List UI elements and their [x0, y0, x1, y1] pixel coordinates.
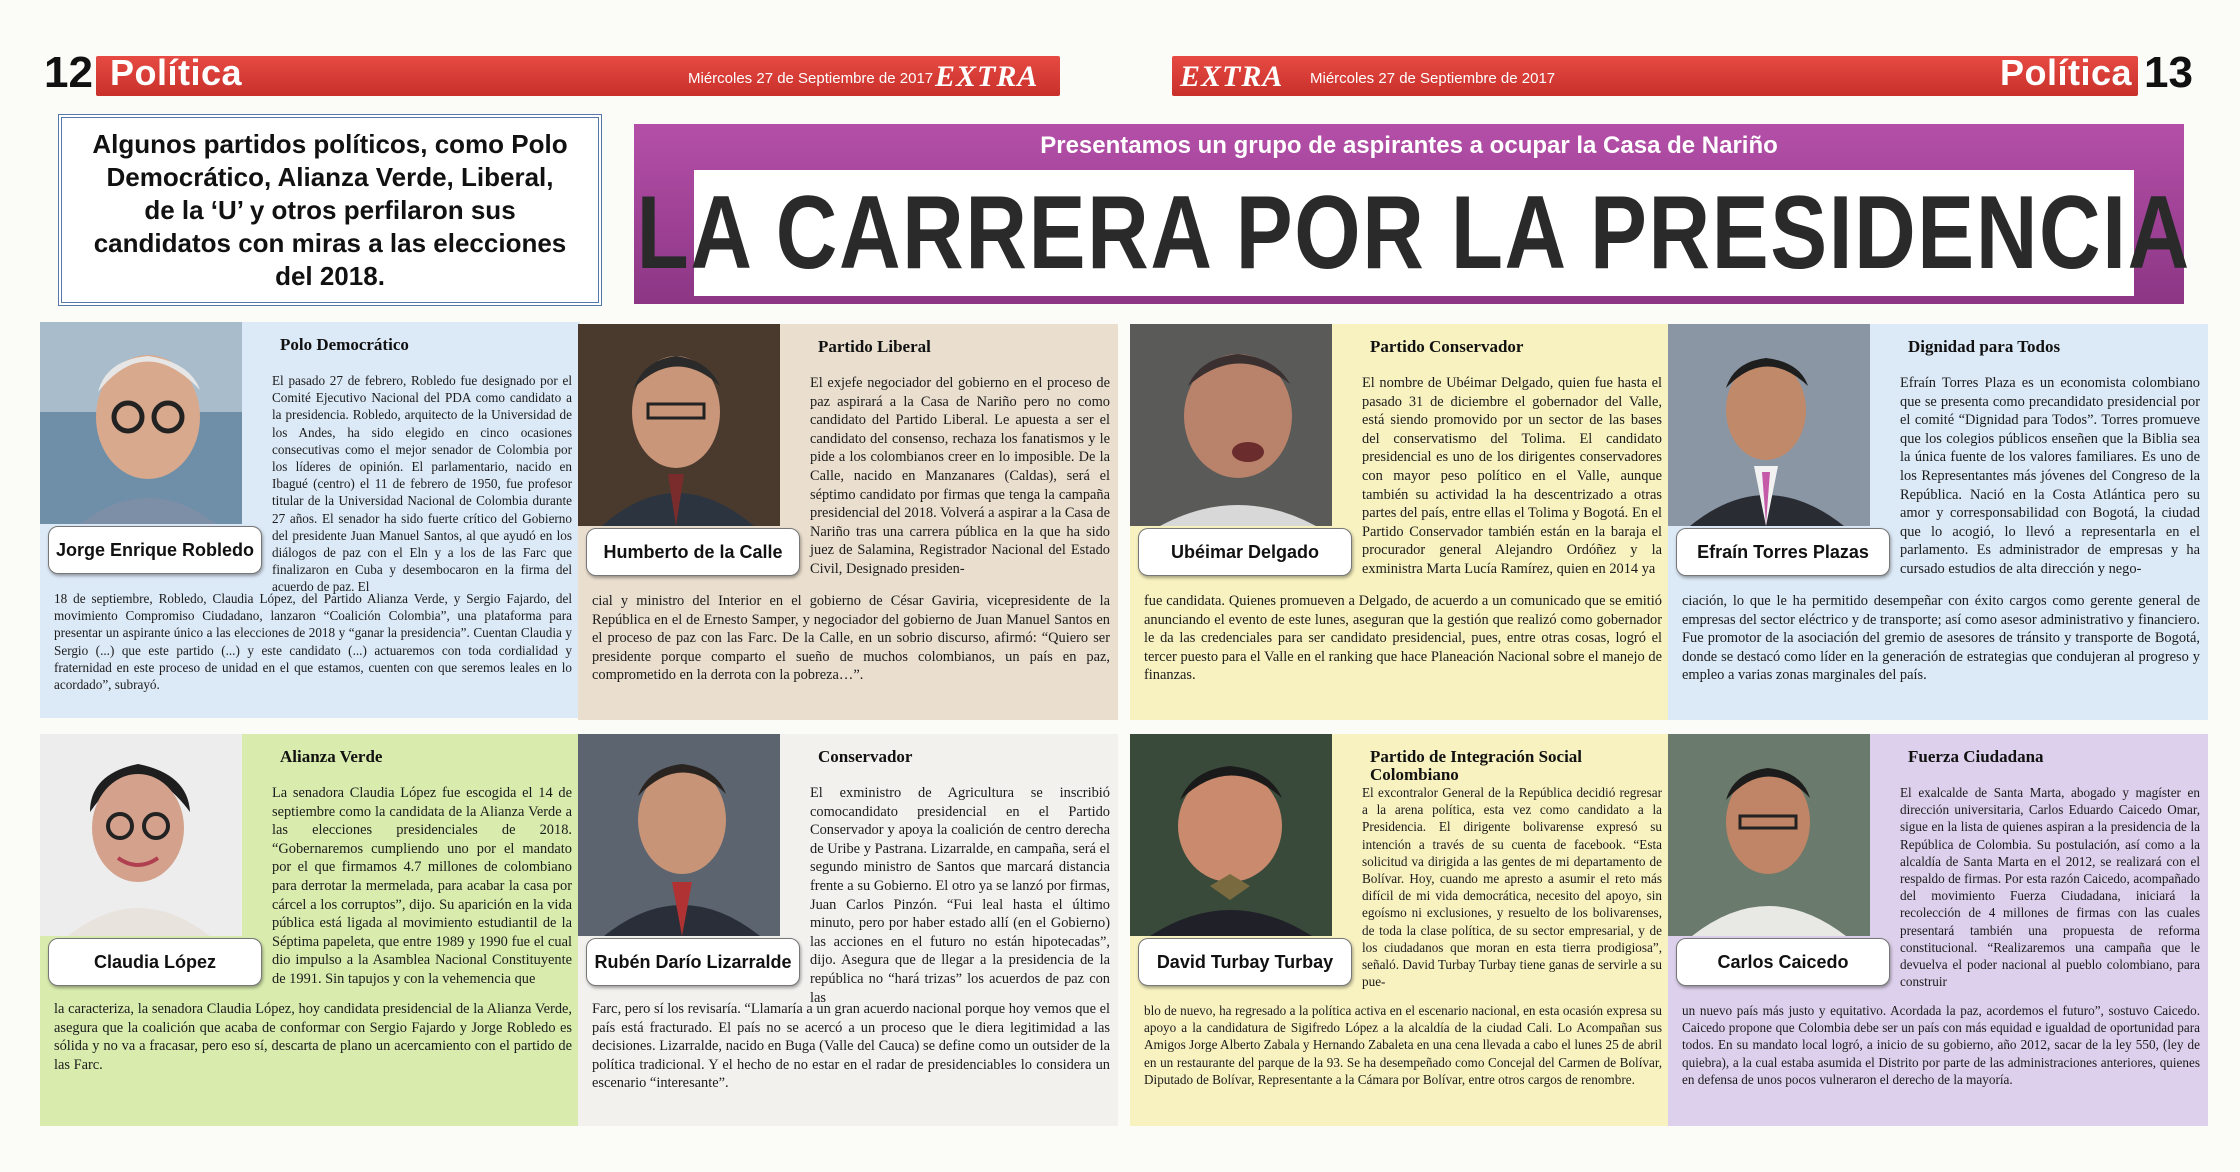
candidate-party: Alianza Verde	[280, 747, 383, 766]
section-label-left: Política	[110, 52, 243, 93]
candidate-bio-top: El exjefe negociador del gobierno en el proceso de paz aspirará a la Casa de Nariño pero no como candidato del Partido Liberal. Le apuesta a ser el candidato del consenso, rechaza los fanatismos y le pide a los colombianos creer en lo imposible. De la Calle, nacido en Manzanares (Caldas), será el séptimo candidato por firmas que tenga la campaña presidencial del 2018. Volverá a aspirar a la Casa de Nariño tras una carrera pública en la que ha sido juez de Salamina, Registrador Nacional del Estado Civil, Designado presiden-	[810, 375, 1110, 577]
candidate-bio-bottom: fue candidata. Quienes promueven a Delgado, de acuerdo a un comunicado que se emitió anunciando el evento de este lunes, aseguran que la gestión que realizó como gobernador le da las credenciales para ser candidato presidencial, pues, entre otras cosas, logró el tercer puesto para el Valle en el ranking que hace Planeación Nacional sobre el manejo de finanzas.	[1144, 593, 1662, 684]
headline-banner	[634, 124, 2192, 304]
candidate-photo	[1130, 324, 1332, 526]
candidate-photo	[40, 734, 242, 936]
candidate-photo	[40, 322, 242, 524]
issue-date-right: Miércoles 27 de Septiembre de 2017	[1310, 70, 1556, 87]
candidate-party: Fuerza Ciudadana	[1908, 747, 2044, 766]
candidate-bio-top: El exalcalde de Santa Marta, abogado y magíster en dirección universitaria, Carlos Eduardo Caicedo Omar, sigue en la lista de quienes aspiran a la presidencia de la República de Colombia. Su postulación, así como a la alcaldía de Santa Marta en el 2012, se realizará con el respaldo de firmas. Por esta razón Caicedo, acompañado del movimiento Fuerza Ciudadana, iniciará la recolección de 4 millones de firmas con las cuales presentará también una propuesta de reforma constitucional. “Realizaremos una campaña que le devuelva el poder nacional al pueblo colombiano, para construir	[1900, 785, 2200, 990]
candidate-photo	[1130, 734, 1332, 936]
candidate-name: David Turbay Turbay	[1138, 938, 1352, 986]
candidate-photo	[1668, 734, 1870, 936]
candidate-name: Claudia López	[48, 938, 262, 986]
intro-text: Algunos partidos políticos, como Polo Democrático, Alianza Verde, Liberal, de la ‘U’ y otros perfilaron sus candidatos con miras a las elecciones del 2018.	[92, 128, 568, 291]
candidate-bio-top: La senadora Claudia López fue escogida el 14 de septiembre como la candidata de la Alianza Verde a las elecciones presidenciales de 2018. “Gobernaremos cumpliendo uno por el mandato por el que firmamos 4.7 millones de colombiano para derrotar la mermelada, para acabar la casa por cárcel a los corruptos”, dijo. Su aparición en la vida pública está ligada al movimiento estudiantil de la Séptima papeleta, que entre 1989 y 1990 fue el cual dio impulso a la Asamblea Nacional Constituyente de 1991. Sin tapujos y con la vehemencia que	[272, 785, 572, 987]
candidate-name: Ubéimar Delgado	[1138, 528, 1352, 576]
candidate-party: Partido de Integración Social Colombiano	[1370, 747, 1583, 784]
intro-box	[58, 114, 602, 306]
candidate-name: Jorge Enrique Robledo	[48, 526, 262, 574]
candidate-bio-bottom: Farc, pero sí los revisaría. “Llamaría a un gran acuerdo nacional porque hoy vemos que el país está fracturado. El país no se acercó a un proceso que le diera legitimidad a las decisiones. Lizarralde, nacido en Buga (Valle del Cauca) se define como un outsider de la política tradicional. Y el hecho de no estar en el radar de presidenciables lo considera un escenario “interesante”.	[592, 1001, 1110, 1092]
candidate-photo	[578, 324, 780, 526]
candidate-card-de-la-calle	[578, 324, 1118, 720]
candidate-photo	[1668, 324, 1870, 526]
candidate-card-turbay	[1130, 734, 1670, 1126]
candidate-bio-bottom: cial y ministro del Interior en el gobierno de César Gaviria, vicepresidente de la República en el de Ernesto Samper, y negociador del gobierno de Juan Manuel Santos en el proceso de paz con las Farc. De la Calle, en un sobrio discurso, afirmó: “Quiero ser presidente porque comparto el sueño de muchos colombianos, un país en paz, comprometido en la derrota con la pobreza…”.	[592, 593, 1110, 684]
candidate-name: Efraín Torres Plazas	[1676, 528, 1890, 576]
candidate-bio-top: El nombre de Ubéimar Delgado, quien fue hasta el pasado 31 de diciembre el gobernador del Valle, está siendo promovido por un sector de las bases del conservatismo del Tolima. El candidato presidencial es uno de los dirigentes conservadores con mayor peso político en el Valle, aunque también su actividad la ha descentrizado a otras partes del país, entre ellas el Tolima y Bogotá. En el Partido Conservador también están en la baraja el procurador general Alejandro Ordóñez y la exministra Marta Lucía Ramírez, quien en 2014 ya	[1362, 375, 1662, 577]
candidate-party: Conservador	[818, 747, 913, 766]
candidate-party: Dignidad para Todos	[1908, 337, 2061, 356]
candidate-bio-top: El exministro de Agricultura se inscribió comocandidato presidencial en el Partido Conservador y apoya la coalición de centro derecha de Uribe y Pastrana. Lizarralde, en campaña, será el segundo ministro de Santos que marcará distancia frente a su Gobierno. El otro ya se lanzó por firmas, Juan Carlos Pinzón. “Fui leal hasta el último minuto, pero por haber estado allí (en el Gobierno) las acciones en el futuro no están hipotecadas”, dijo. Asegura que de llegar a la presidencia de la república no “hará trizas” los acuerdos de paz con las	[810, 785, 1110, 1006]
candidate-bio-bottom: la caracteriza, la senadora Claudia López, hoy candidata presidencial de la Alianza Verde, asegura que la coalición que acaba de conformar con Sergio Fajardo y Jorge Robledo es sólida y no va a fracasar, pero eso sí, descarta de plano un acercamiento con el partido de las Farc.	[54, 1001, 572, 1073]
candidate-card-delgado	[1130, 324, 1670, 720]
headline-title-box	[636, 170, 2192, 296]
candidate-bio-top: Efraín Torres Plaza es un economista colombiano que se presenta como precandidato presidencial por el comité “Dignidad para Todos”. Torres promueve que los colegios públicos enseñen que la Biblia sea la única fuente de los valores familiares. Es uno de los Representantes más jóvenes del Congreso de la República. Nació en la Costa Atlántica pero su amor y corresponsabilidad con Bogotá, la ciudad que lo acogió, lo llevó a representarla en el parlamento. Es administrador de empresas y ha cursado estudios de alta dirección y nego-	[1900, 375, 2200, 577]
candidate-card-lopez	[40, 734, 580, 1126]
headline-subtitle: Presentamos un grupo de aspirantes a ocupar la Casa de Nariño	[1040, 132, 1778, 159]
page-number-left: 12	[44, 48, 93, 97]
candidate-bio-bottom: 18 de septiembre, Robledo, Claudia López, del Partido Alianza Verde, y Sergio Fajardo, del movimiento Compromiso Ciudadano, lanzaron “Coalición Colombia”, una plataforma para presentar un aspirante único a las elecciones de 2018 y “ganar la presidencia”. Cuentan Claudia y Sergio (...) que este partido (...) y este candidato (...) actuaremos con toda cordialidad y fraternidad en este proceso de unidad en el que estamos, cuenten con que seremos leales en lo acordado”, subrayó.	[54, 591, 572, 693]
candidate-card-torres	[1668, 324, 2208, 720]
candidate-name: Rubén Darío Lizarralde	[586, 938, 800, 986]
candidate-photo	[578, 734, 780, 936]
candidate-party: Partido Conservador	[1370, 337, 1524, 356]
candidate-bio-bottom: un nuevo país más justo y equitativo. Acordada la paz, acordemos el futuro”, sostuvo Caicedo. Caicedo propone que Colombia debe ser un país con más equidad e igualdad de oportunidad para todos. En su mandato local logró, a inicio de su gobierno, año 2012, sacar de la ley 550, (ley de quiebra), a la cual estaba asumida el Distrito por parte de las administraciones anteriores, quienes en defensa de unos pocos vulneraron el derecho de la mayoría.	[1682, 1003, 2200, 1087]
candidate-name: Carlos Caicedo	[1676, 938, 1890, 986]
candidate-bio-bottom: ciación, lo que le ha permitido desempeñar con éxito cargos como gerente general de empresas del sector eléctrico y de transporte; así como asesor administrativo y financiero. Fue promotor de la asociación del gremio de asesores de tránsito y transporte de Bogotá, donde se destacó como líder en la generación de estrategias que condujeran al progreso y empleo a varias zonas marginales del país.	[1682, 593, 2200, 684]
brand-logo-right: EXTRA	[1180, 60, 1284, 93]
headline-title: LA CARRERA POR LA PRESIDENCIA	[636, 174, 2192, 291]
candidate-party: Partido Liberal	[818, 337, 931, 356]
candidate-bio-bottom: blo de nuevo, ha regresado a la política activa en el escenario nacional, en esta ocasión expresa su apoyo a la candidatura de Sigifredo López a la alcaldía de la ciudad Cali. Lo Acompañan sus Amigos Jorge Alberto Zabala y Hernando Zabaleta en una cena llevada a cabo el lunes 25 de abril en un restaurante del parque de la 93. Se ha desempeñado como Concejal del Carmen de Bolívar, Diputado de Bolívar, Representante a la Cámara por Bolívar, entre otros cargos de renombre.	[1144, 1003, 1662, 1087]
candidate-card-robledo	[40, 322, 580, 718]
brand-logo-left: EXTRA	[935, 60, 1039, 93]
candidate-bio-top: El pasado 27 de febrero, Robledo fue designado por el Comité Ejecutivo Nacional del PDA como candidato a la presidencia. Robledo, arquitecto de la Universidad de los Andes, ha sido elegido en cinco ocasiones consecutivas como el mejor senador de Colombia por los líderes de opinión. El parlamentario, nacido en Ibagué (centro) el 11 de febrero de 1950, fue profesor titular de la Universidad Nacional de Colombia durante 27 años. El senador ha sido fuerte crítico del Gobierno del presidente Juan Manuel Santos, al que ayudó en los diálogos de paz con el Eln y a los de las Farc que finalizaron en Cuba y desembocaron en la firma del acuerdo de paz. El	[272, 373, 572, 595]
candidate-card-lizarralde	[578, 734, 1118, 1126]
candidate-name: Humberto de la Calle	[586, 528, 800, 576]
candidate-bio-top: El excontralor General de la República decidió regresar a la arena política, esta vez como candidato a la Presidencia. El dirigente bolivarense expresó su intención a través de su cuenta de facebook. “Esta solicitud va dirigida a las gentes de mi departamento de Bolívar. Hoy, cuando me apresto a asumir el reto más difícil de mi vida democrática, necesito del apoyo, sin egoísmo ni exclusiones, y resuelto de los bolivarenses, de toda la clase política, de su sector empresarial, y de los ciudadanos que moran en esta tierra prodigiosa”, señaló. David Turbay Turbay tiene ganas de servirle a su pue-	[1362, 785, 1662, 990]
candidate-party: Polo Democrático	[280, 335, 409, 354]
page-number-right: 13	[2144, 48, 2193, 97]
issue-date-left: Miércoles 27 de Septiembre de 2017	[688, 70, 934, 87]
candidate-card-caicedo	[1668, 734, 2208, 1126]
section-label-right: Política	[2000, 52, 2133, 93]
